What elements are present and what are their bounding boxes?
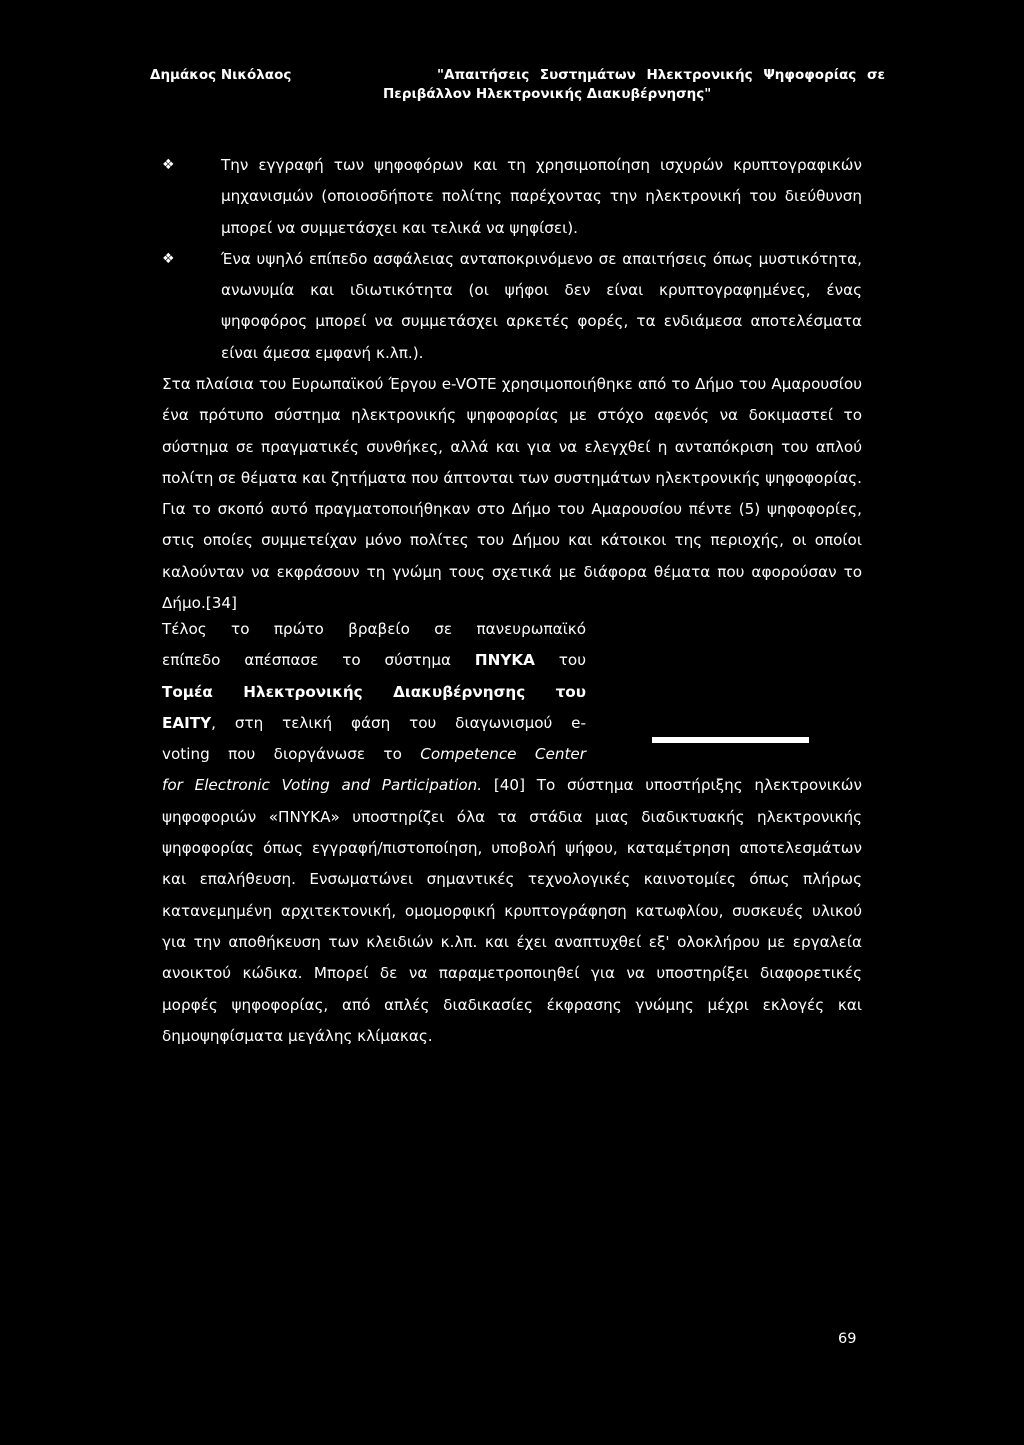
paragraph-rest: for Electronic Voting and Participation. [40] Το σύστημα υποστήριξης ηλεκτρονικών ψηφοφοριών «ΠΝΥΚΑ» υποστηρίζει όλα τα στάδια μιας διαδικτυακής ηλεκτρονικής ψηφοφορίας όπως εγγραφή/πιστοποίηση, υποβολή ψήφου, καταμέτρηση αποτελεσμάτων και επαλήθευση. Ενσωματώνει σημαντικές τεχνολογικές καινοτομίες όπως πλήρως κατανεμημένη αρχιτεκτονική, ομομορφική κρυπτογράφηση κατωφλίου, συσκευές υλικού για την αποθήκευση των κλειδιών κ.λπ. και έχει αναπτυχθεί εξ' ολοκλήρου με εργαλεία ανοικτού κώδικα. Μπορεί δε να παραμετροποιηθεί για να υποστηρίξει διαφορετικές μορφές ψηφοφορίας, από απλές διαδικασίες έκφρασης γνώμης μέχρι εκλογές και δημοψηφίσματα μεγάλης κλίμακας. <box>162 776 862 1045</box>
page-header <box>150 66 885 104</box>
bullet-list <box>162 150 862 369</box>
paragraph-pnyka <box>162 614 862 1052</box>
header-author: Δημάκος Νικόλαος <box>150 67 292 83</box>
bullet-text: Την εγγραφή των ψηφοφόρων και τη χρησιμοποίηση ισχυρών κρυπτογραφικών μηχανισμών (οποιοσδήποτε πολίτης παρέχοντας την ηλεκτρονική του διεύθυνση μπορεί να συμμετάσχει και τελικά να ψηφίσει). <box>221 156 862 237</box>
paragraph-line: ΕΑΙΤΥ, στη τελική φάση του διαγωνισμού e- <box>162 713 586 732</box>
competence-center-italic: for Electronic Voting and Participation. <box>162 776 483 795</box>
paragraph-line-bold: Τομέα Ηλεκτρονικής Διακυβέρνησης του <box>162 682 586 701</box>
header-title-line1: "Απαιτήσεις Συστημάτων Ηλεκτρονικής Ψηφοφορίας σε <box>437 67 885 83</box>
pnyka-bold: ΠΝΥΚΑ <box>474 651 535 670</box>
diamond-bullet-icon: ❖ <box>162 157 175 173</box>
paragraph-evote: Στα πλαίσια του Ευρωπαϊκού Έργου e-VOTE χρησιμοποιήθηκε από το Δήμο του Αμαρουσίου ένα πρότυπο σύστημα ηλεκτρονικής ψηφοφορίας με στόχο αφενός να δοκιμαστεί το σύστημα σε πραγματικές συνθήκες, αλλά και για να ελεγχθεί η ανταπόκριση του απλού πολίτη σε θέματα και ζητήματα που άπτονται των συστημάτων ηλεκτρονικής ψηφοφορίας. Για το σκοπό αυτό πραγματοποιήθηκαν στο Δήμο του Αμαρουσίου πέντε (5) ψηφοφορίες, στις οποίες συμμετείχαν μόνο πολίτες του Δήμου και κάτοικοι της περιοχής, οι οποίοι καλούνταν να εκφράσουν τη γνώμη τους σχετικά με διάφορα θέματα που αφορούσαν το Δήμο.[34] <box>162 375 862 613</box>
paragraph-line: voting που διοργάνωσε το Competence Center <box>162 745 586 764</box>
figure-placeholder-bar <box>652 737 809 743</box>
page-number: 69 <box>838 1331 857 1347</box>
diamond-bullet-icon: ❖ <box>162 250 175 267</box>
header-title-line2: Περιβάλλον Ηλεκτρονικής Διακυβέρνησης" <box>383 86 712 102</box>
bullet-item <box>162 150 862 244</box>
paragraph-line: Τέλος το πρώτο βραβείο σε πανευρωπαϊκό <box>162 620 586 638</box>
bullet-text: Ένα υψηλό επίπεδο ασφάλειας ανταποκρινόμενο σε απαιτήσεις όπως μυστικότητα, ανωνυμία και ιδιωτικότητα (οι ψήφοι δεν είναι κρυπτογραφημένες, ένας ψηφοφόρος μπορεί να συμμετάσχει αρκετές φορές, τα ενδιάμεσα αποτελέσματα είναι άμεσα εμφανή κ.λπ.). <box>221 249 862 362</box>
bullet-item <box>162 244 862 369</box>
paragraph-line: επίπεδο απέσπασε το σύστημα ΠΝΥΚΑ του <box>162 651 586 670</box>
